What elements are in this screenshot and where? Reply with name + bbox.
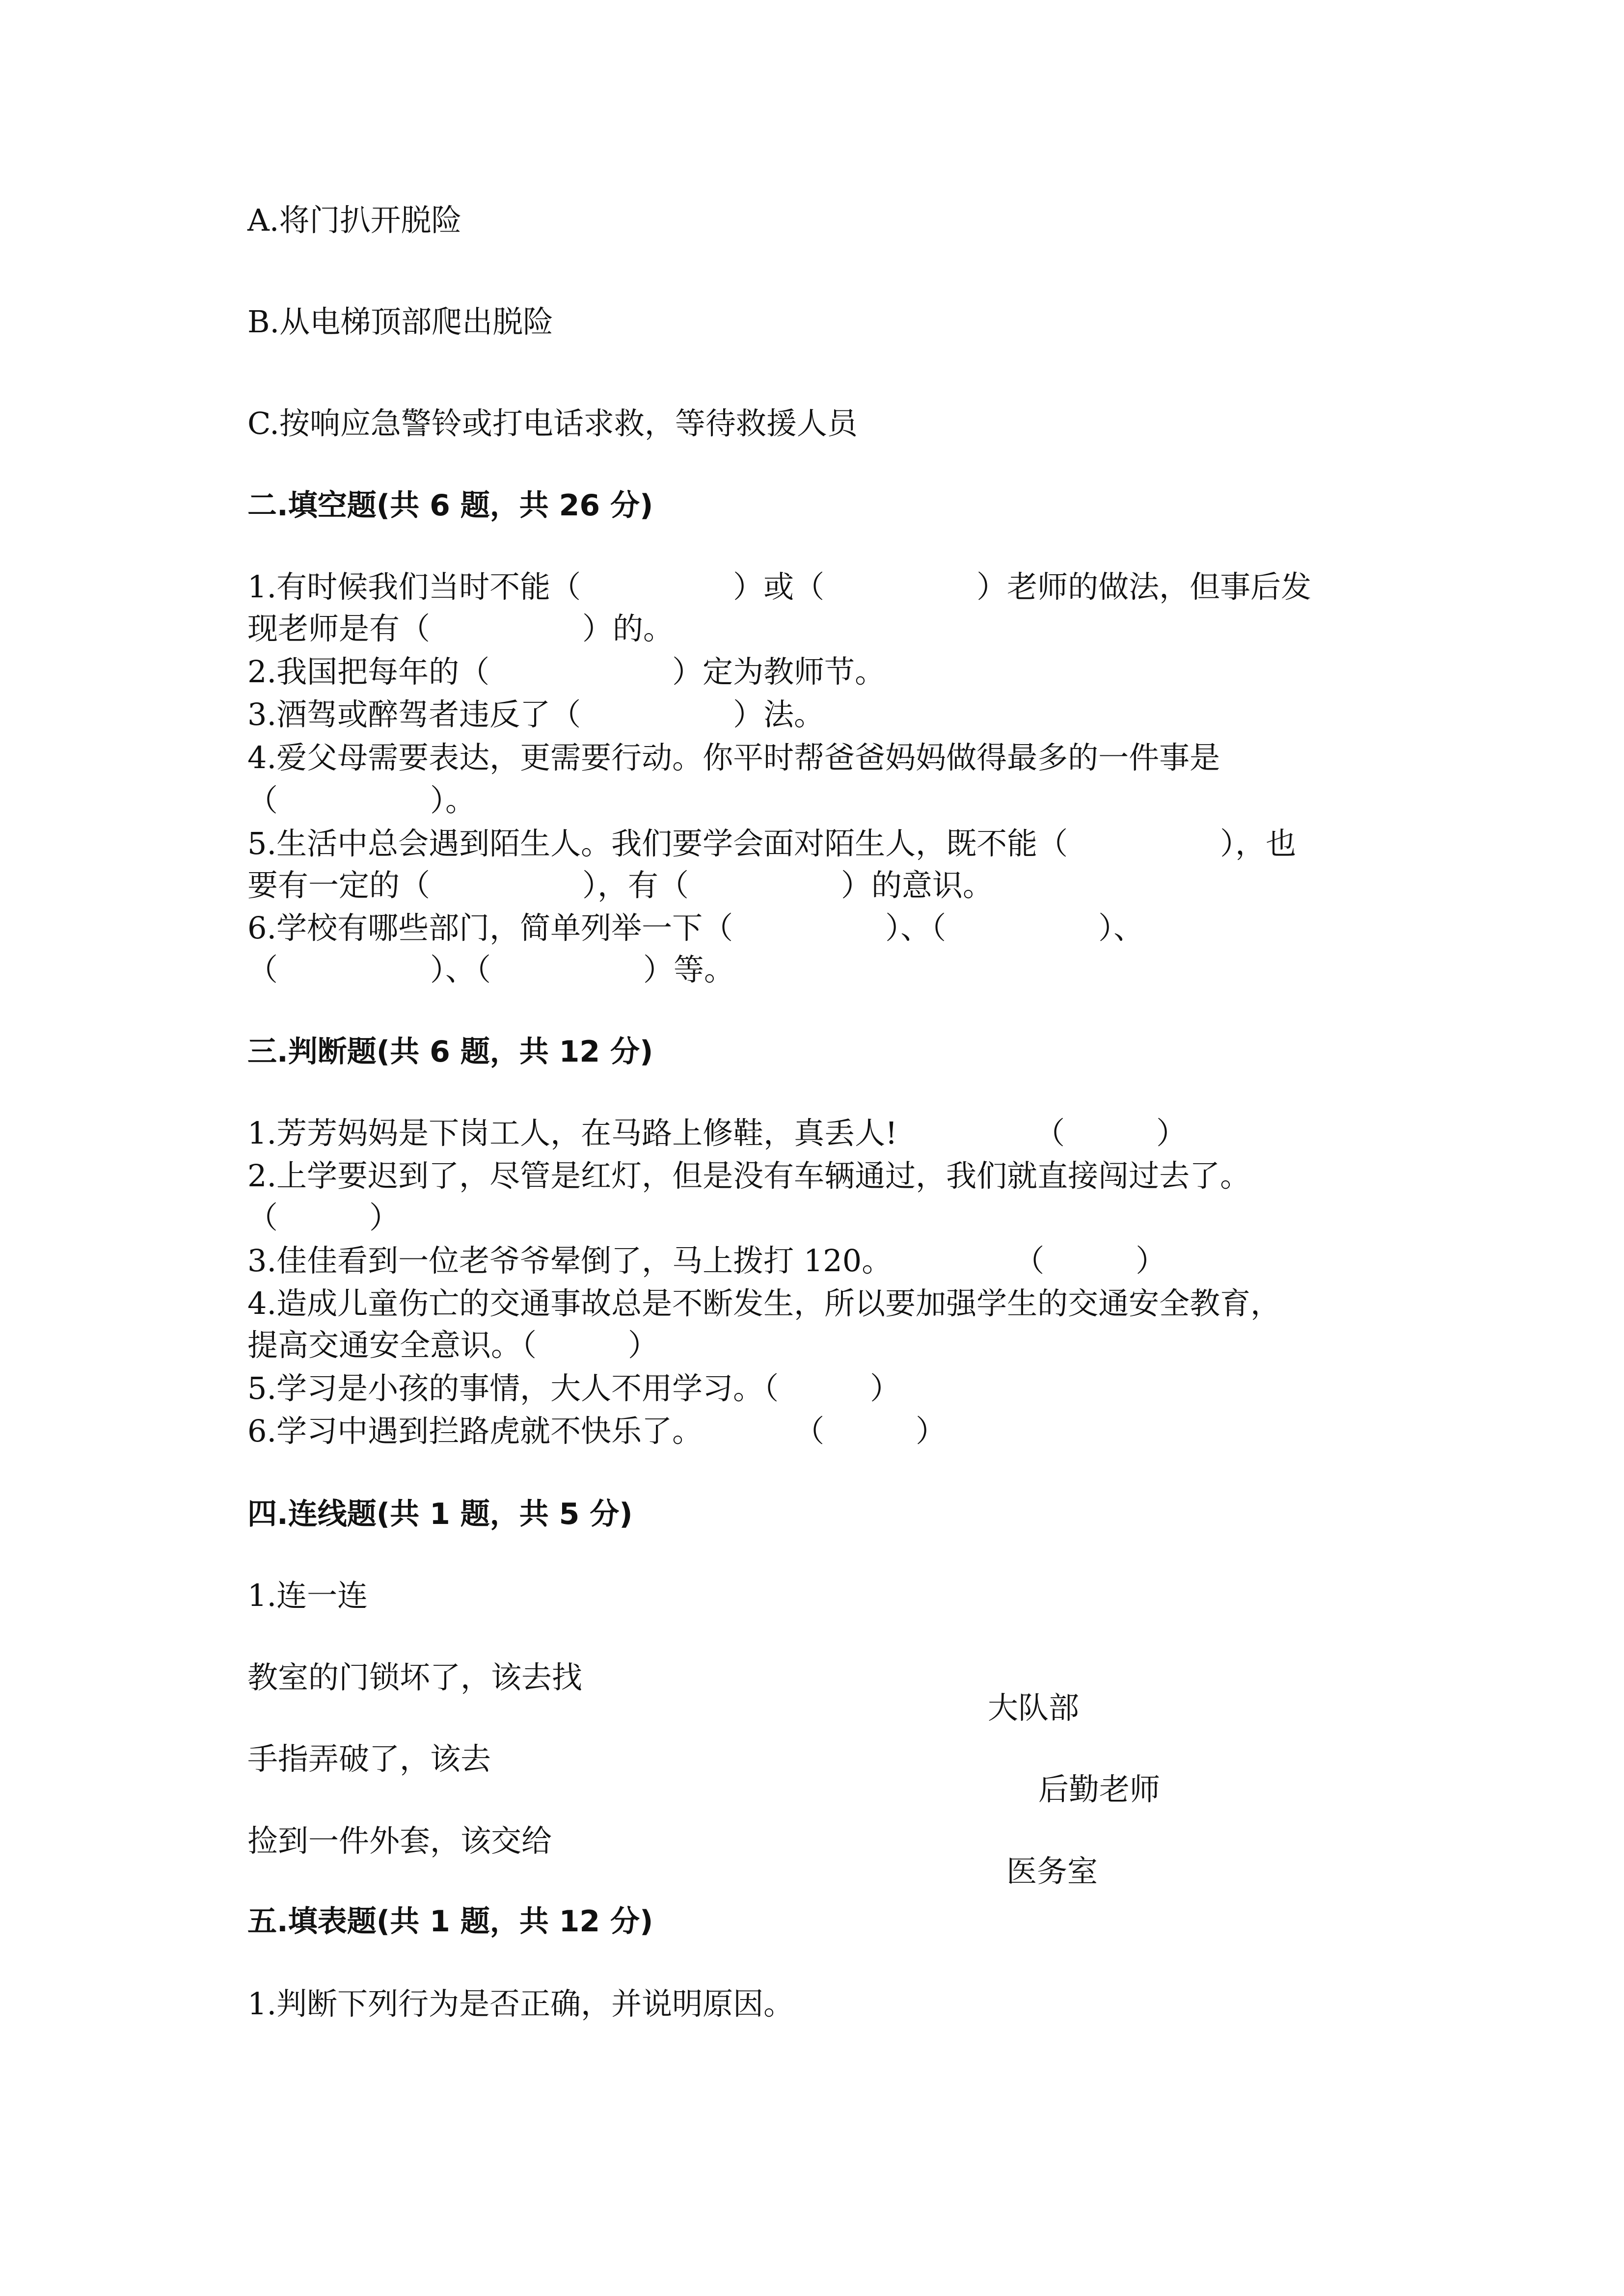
- judgment-line: （ ）: [247, 1200, 400, 1235]
- matching-right-item[interactable]: 医务室: [1006, 1853, 1098, 1889]
- option-b: B.从电梯顶部爬出脱险: [247, 304, 554, 340]
- fill-blank-line: 现老师是有（ ）的。: [247, 611, 674, 646]
- judgment-line: 6.学习中遇到拦路虎就不快乐了。 （ ）: [247, 1413, 947, 1449]
- fill-blank-line: 1.有时候我们当时不能（ ）或（ ）老师的做法，但事后发: [247, 569, 1312, 605]
- matching-question: 1.连一连: [247, 1577, 368, 1613]
- fill-blank-heading: 二.填空题(共 6 题，共 26 分): [247, 488, 653, 523]
- fill-blank-line: （ ）、（ ）等。: [247, 952, 735, 988]
- fill-blank-line: 2.我国把每年的（ ）定为教师节。: [247, 654, 886, 690]
- fill-blank-line: 要有一定的（ ），有（ ）的意识。: [247, 867, 994, 903]
- table-fill-heading: 五.填表题(共 1 题，共 12 分): [247, 1904, 653, 1939]
- judgment-line: 1.芳芳妈妈是下岗工人，在马路上修鞋，真丢人! （ ）: [247, 1115, 1187, 1151]
- judgment-line: 3.佳佳看到一位老爷爷晕倒了，马上拨打 120。 （ ）: [247, 1243, 1166, 1279]
- fill-blank-line: 5.生活中总会遇到陌生人。我们要学会面对陌生人，既不能（ ），也: [247, 826, 1297, 861]
- judgment-line: 2.上学要迟到了，尽管是红灯，但是没有车辆通过，我们就直接闯过去了。: [247, 1158, 1251, 1194]
- option-c: C.按响应急警铃或打电话求救，等待救援人员: [247, 405, 858, 441]
- judgment-heading: 三.判断题(共 6 题，共 12 分): [247, 1035, 653, 1069]
- matching-left-item[interactable]: 捡到一件外套，该交给: [247, 1823, 552, 1859]
- fill-blank-line: 4.爱父母需要表达，更需要行动。你平时帮爸爸妈妈做得最多的一件事是: [247, 740, 1220, 775]
- fill-blank-line: 6.学校有哪些部门，简单列举一下（ ）、（ ）、: [247, 910, 1144, 946]
- judgment-line: 5.学习是小孩的事情，大人不用学习。（ ）: [247, 1370, 901, 1406]
- table-fill-question: 1.判断下列行为是否正确，并说明原因。: [247, 1986, 794, 2022]
- judgment-line: 提高交通安全意识。（ ）: [247, 1327, 659, 1363]
- matching-heading: 四.连线题(共 1 题，共 5 分): [247, 1497, 633, 1531]
- judgment-line: 4.造成儿童伤亡的交通事故总是不断发生，所以要加强学生的交通安全教育，: [247, 1285, 1281, 1321]
- fill-blank-line: （ ）。: [247, 782, 476, 818]
- matching-left-item[interactable]: 手指弄破了，该去: [247, 1741, 491, 1777]
- fill-blank-line: 3.酒驾或醉驾者违反了（ ）法。: [247, 696, 825, 732]
- option-a: A.将门扒开脱险: [247, 202, 462, 238]
- matching-right-item[interactable]: 后勤老师: [1038, 1771, 1161, 1807]
- matching-left-item[interactable]: 教室的门锁坏了，该去找: [247, 1659, 583, 1695]
- matching-right-item[interactable]: 大队部: [988, 1690, 1080, 1726]
